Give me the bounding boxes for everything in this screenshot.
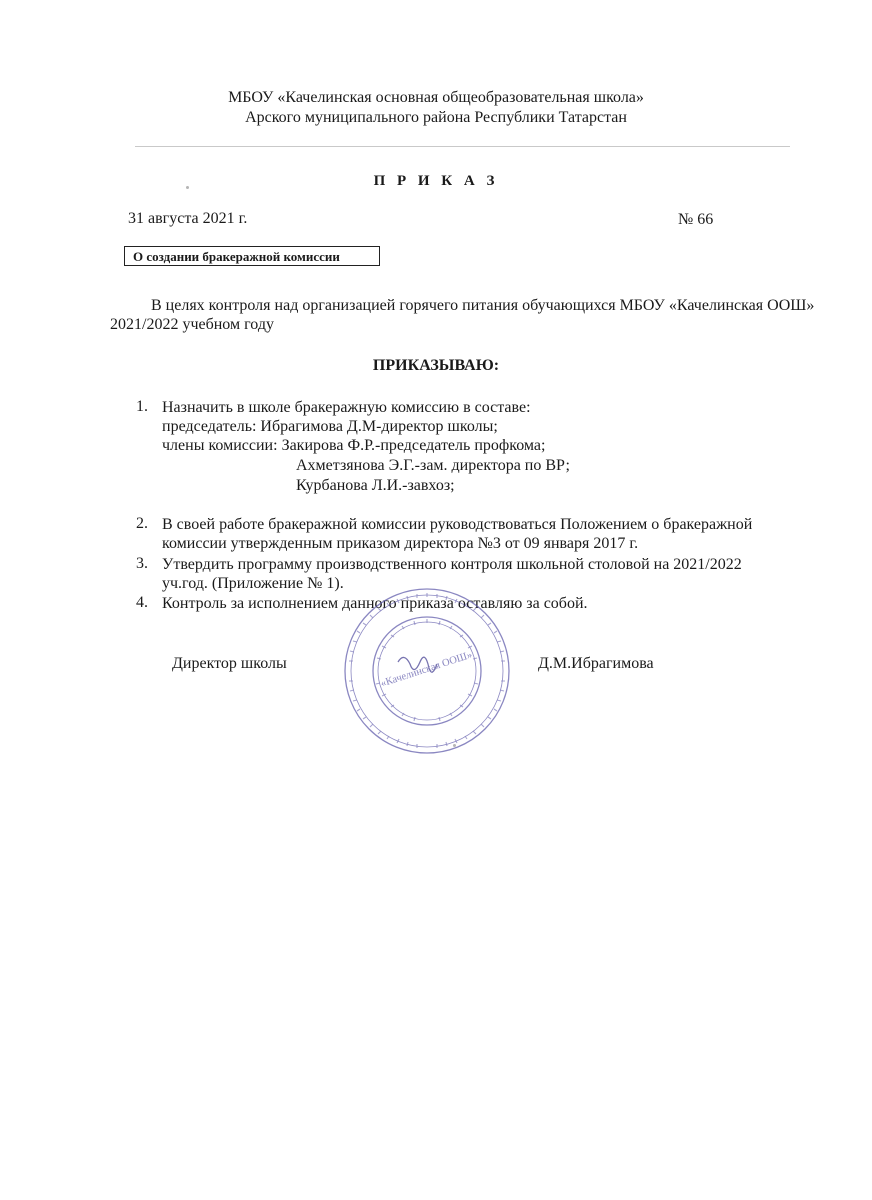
order-heading: ПРИКАЗЫВАЮ: xyxy=(372,357,500,374)
item-number-4: 4. xyxy=(136,594,148,611)
commission-member-3: Курбанова Л.И.-завхоз; xyxy=(296,477,455,494)
order-number: № 66 xyxy=(678,211,714,228)
scan-speck xyxy=(453,744,456,747)
stamp-inner-text: «Качелинская ООШ» xyxy=(379,649,474,690)
item-3-line-1: Утвердить программу производственного контроля школьной столовой на 2021/2022 xyxy=(162,556,742,573)
commission-chair: председатель: Ибрагимова Д.М-директор школы; xyxy=(162,418,498,435)
item-2-line-2: комиссии утвержденным приказом директора №3 от 09 января 2017 г. xyxy=(162,535,639,552)
item-number-2: 2. xyxy=(136,515,148,532)
item-2-line-1: В своей работе бракеражной комиссии руководствоваться Положением о бракеражной xyxy=(162,516,753,533)
official-stamp xyxy=(342,586,512,756)
item-1-text: Назначить в школе бракеражную комиссию в составе: xyxy=(162,399,531,416)
signature-name: Д.М.Ибрагимова xyxy=(538,655,654,672)
item-3-line-2: уч.год. (Приложение № 1). xyxy=(162,575,344,592)
scan-speck xyxy=(186,186,189,189)
item-number-1: 1. xyxy=(136,398,148,415)
item-4-text: Контроль за исполнением данного приказа оставляю за собой. xyxy=(162,595,588,612)
commission-member-1: члены комиссии: Закирова Ф.Р.-председатель профкома; xyxy=(162,437,546,454)
document-title: П Р И К А З xyxy=(373,173,499,189)
organization-name: МБОУ «Качелинская основная общеобразовательная школа» xyxy=(228,89,644,106)
item-number-3: 3. xyxy=(136,555,148,572)
header-divider xyxy=(135,146,790,147)
organization-district: Арского муниципального района Республики Татарстан xyxy=(245,109,627,126)
commission-member-2: Ахметзянова Э.Г.-зам. директора по ВР; xyxy=(296,457,570,474)
order-date: 31 августа 2021 г. xyxy=(128,210,248,227)
preamble-paragraph: В целях контроля над организацией горячего питания обучающихся МБОУ «Качелинская ООШ» 2021/2022 учебном году xyxy=(110,297,815,333)
order-subject-box: О создании бракеражной комиссии xyxy=(124,246,380,266)
signature-position: Директор школы xyxy=(172,655,287,672)
